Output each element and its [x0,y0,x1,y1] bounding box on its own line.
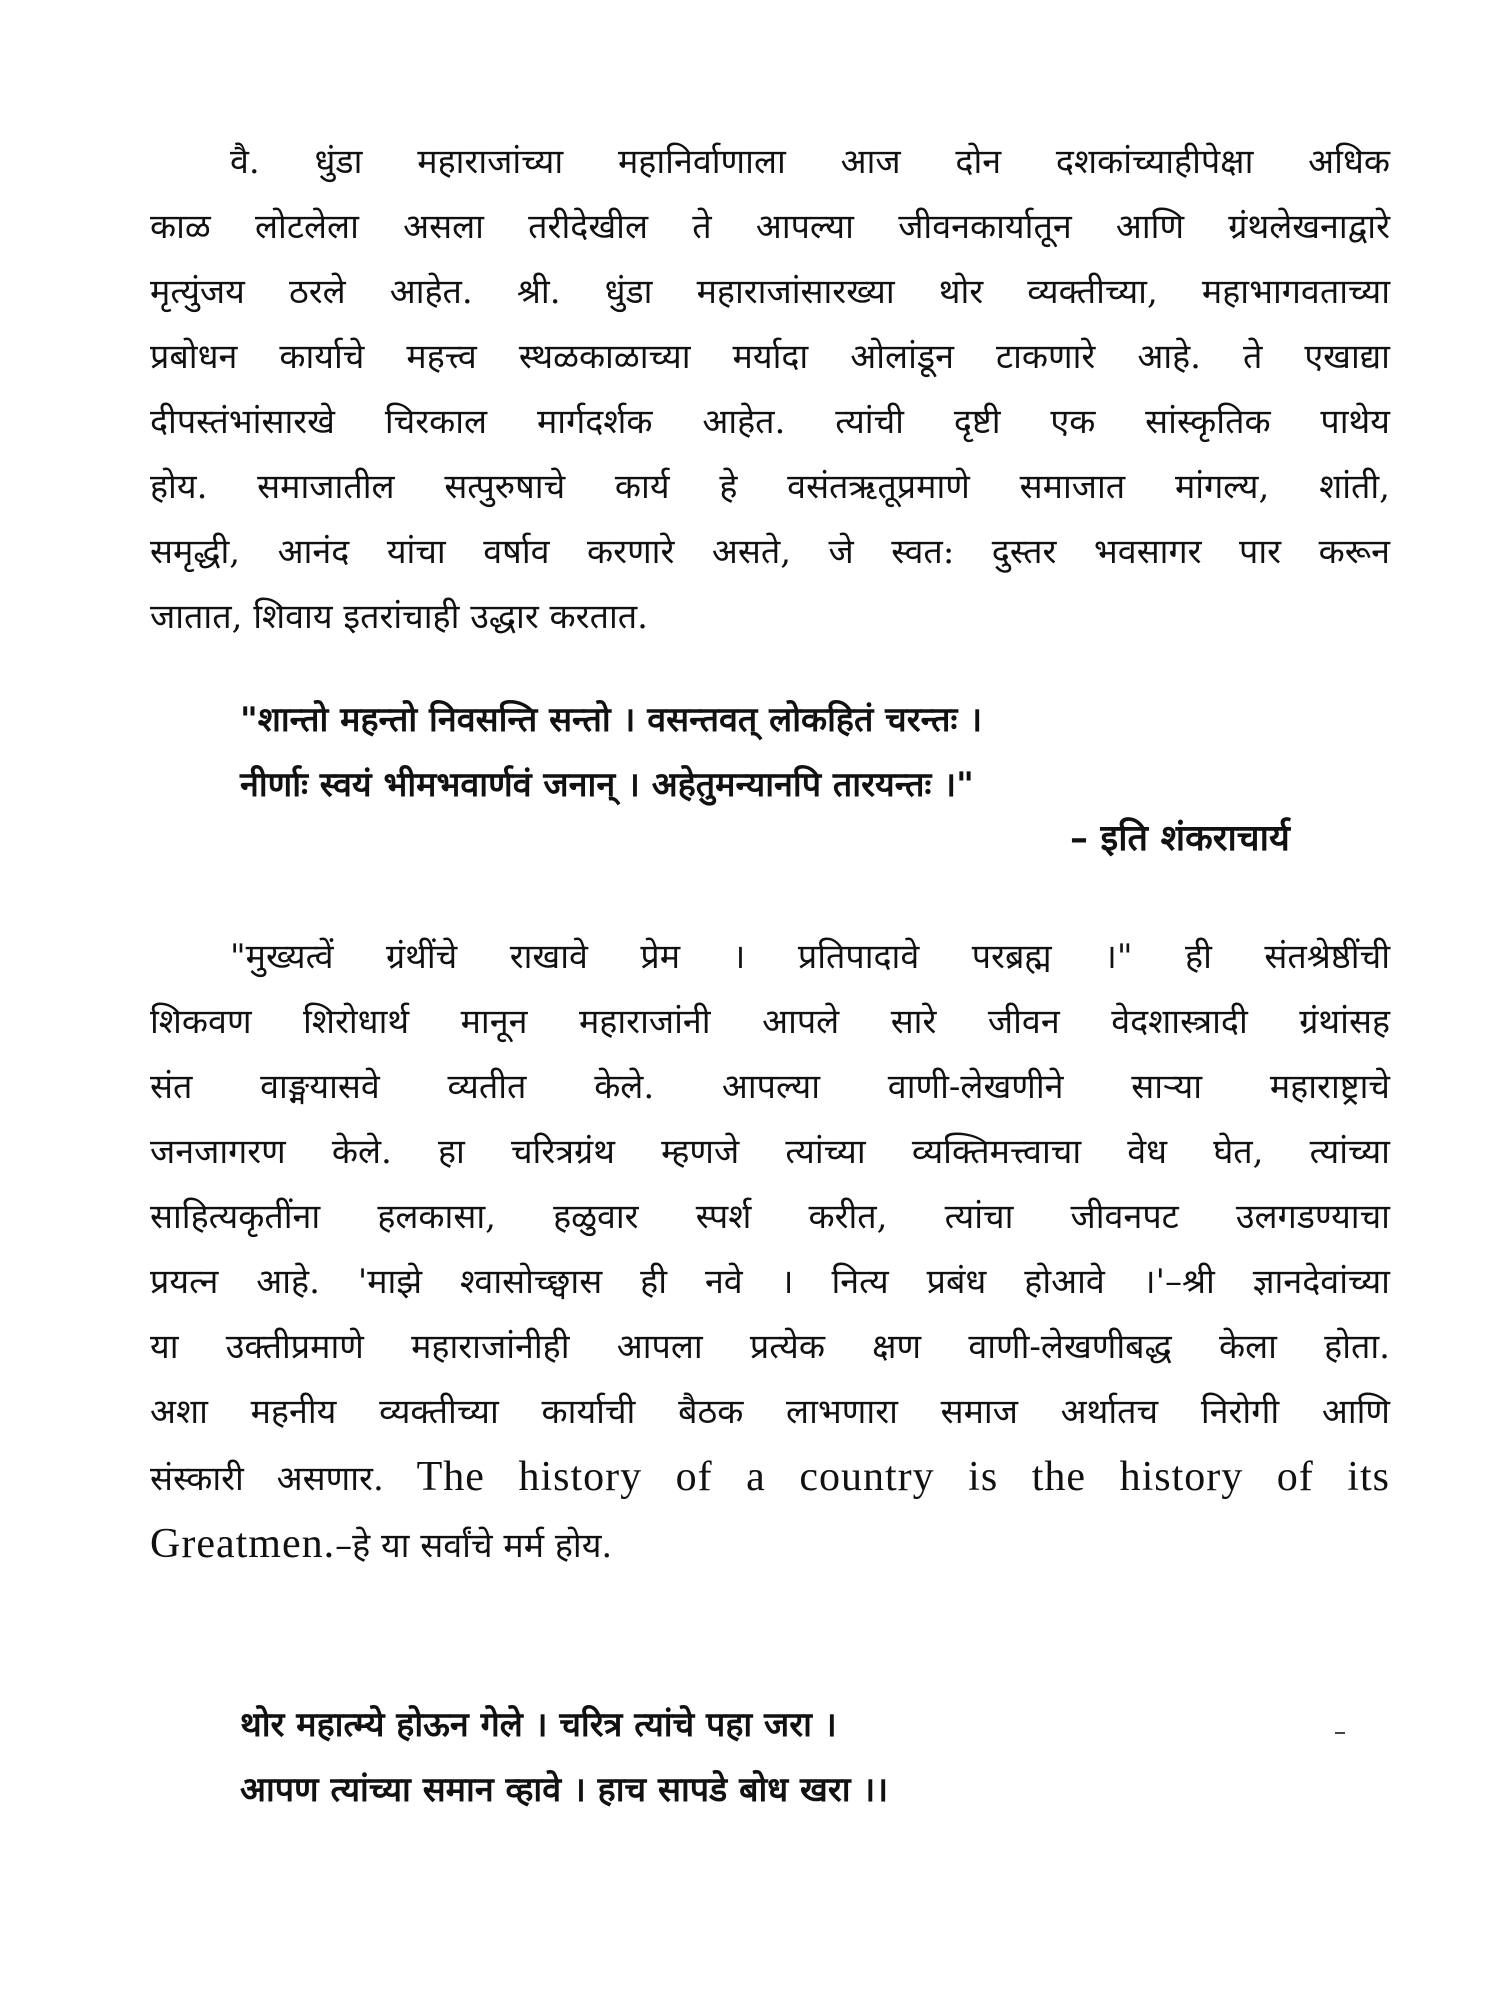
paragraph-line: दीपस्तंभांसारखे चिरकाल मार्गदर्शक आहेत. त्यांची दृष्टी एक सांस्कृतिक पाथेय [150,402,1390,442]
marathi-text: –हे या सर्वांचे मर्म होय. [335,1526,613,1566]
english-quote: The history of a country is the history of its [416,1454,1390,1500]
paragraph-line: "मुख्यत्वें ग्रंथींचे राखावे प्रेम । प्रतिपादावे परब्रह्म ।" ही संतश्रेष्ठींची [230,937,1390,977]
paragraph-line: जनजागरण केले. हा चरित्रग्रंथ म्हणजे त्यांच्या व्यक्तिमत्त्वाचा वेध घेत, त्यांच्या [150,1132,1390,1172]
paragraph-line: होय. समाजातील सत्पुरुषाचे कार्य हे वसंतऋतूप्रमाणे समाजात मांगल्य, शांती, [150,467,1390,507]
paragraph-line: मृत्युंजय ठरले आहेत. श्री. धुंडा महाराजांसारख्या थोर व्यक्तीच्या, महाभागवताच्या [150,272,1390,312]
scan-speck [1335,1732,1345,1734]
paragraph-line: शिकवण शिरोधार्थ मानून महाराजांनी आपले सारे जीवन वेदशास्त्रादी ग्रंथांसह [150,1002,1390,1042]
paragraph-line: या उक्तीप्रमाणे महाराजांनीही आपला प्रत्येक क्षण वाणी-लेखणीबद्ध केला होता. [150,1327,1390,1367]
verse-line: "शान्तो महन्तो निवसन्ति सन्तो । वसन्तवत् लोकहितं चरन्तः । [240,700,983,740]
paragraph-line: समृद्धी, आनंद यांचा वर्षाव करणारे असते, जे स्वत: दुस्तर भवसागर पार करून [150,532,1390,572]
paragraph-2 [150,925,1390,1579]
verse-line: थोर महात्म्ये होऊन गेले । चरित्र त्यांचे पहा जरा । [240,1705,837,1745]
paragraph-line: साहित्यकृतींना हलकासा, हळुवार स्पर्श करीत, त्यांचा जीवनपट उलगडण्याचा [150,1197,1390,1237]
paragraph-line: संत वाङ्मयासवे व्यतीत केले. आपल्या वाणी-लेखणीने साऱ्या महाराष्ट्राचे [150,1067,1390,1107]
paragraph-line: अशा महनीय व्यक्तीच्या कार्याची बैठक लाभणारा समाज अर्थातच निरोगी आणि [150,1392,1390,1432]
paragraph-line-mixed [150,1445,1390,1512]
paragraph-line: जातात, शिवाय इतरांचाही उद्धार करतात. [150,597,648,637]
english-quote: Greatmen. [150,1521,336,1567]
paragraph-line-mixed [150,1512,1390,1579]
verse-line: नीर्णाः स्वयं भीमभवार्णवं जनान् । अहेतुमन्यानपि तारयन्तः ।" [240,765,974,805]
paragraph-1 [150,130,1390,650]
paragraph-line: प्रबोधन कार्याचे महत्त्व स्थळकाळाच्या मर्यादा ओलांडून टाकणारे आहे. ते एखाद्या [150,337,1390,377]
verse-line: आपण त्यांच्या समान व्हावे । हाच सापडे बोध खरा ।। [240,1770,889,1810]
paragraph-line: वै. धुंडा महाराजांच्या महानिर्वाणाला आज दोन दशकांच्याहीपेक्षा अधिक [230,142,1390,182]
paragraph-line: काळ लोटलेला असला तरीदेखील ते आपल्या जीवनकार्यातून आणि ग्रंथलेखनाद्वारे [150,207,1390,247]
marathi-text: संस्कारी असणार. [150,1459,384,1499]
marathi-verse [240,1693,888,1823]
paragraph-line: प्रयत्न आहे. 'माझे श्वासोच्छ्वास ही नवे । नित्य प्रबंध होआवे ।'–श्री ज्ञानदेवांच्या [150,1262,1390,1302]
verse-attribution: – इति शंकराचार्य [1070,817,1290,859]
sanskrit-verse [240,688,982,818]
